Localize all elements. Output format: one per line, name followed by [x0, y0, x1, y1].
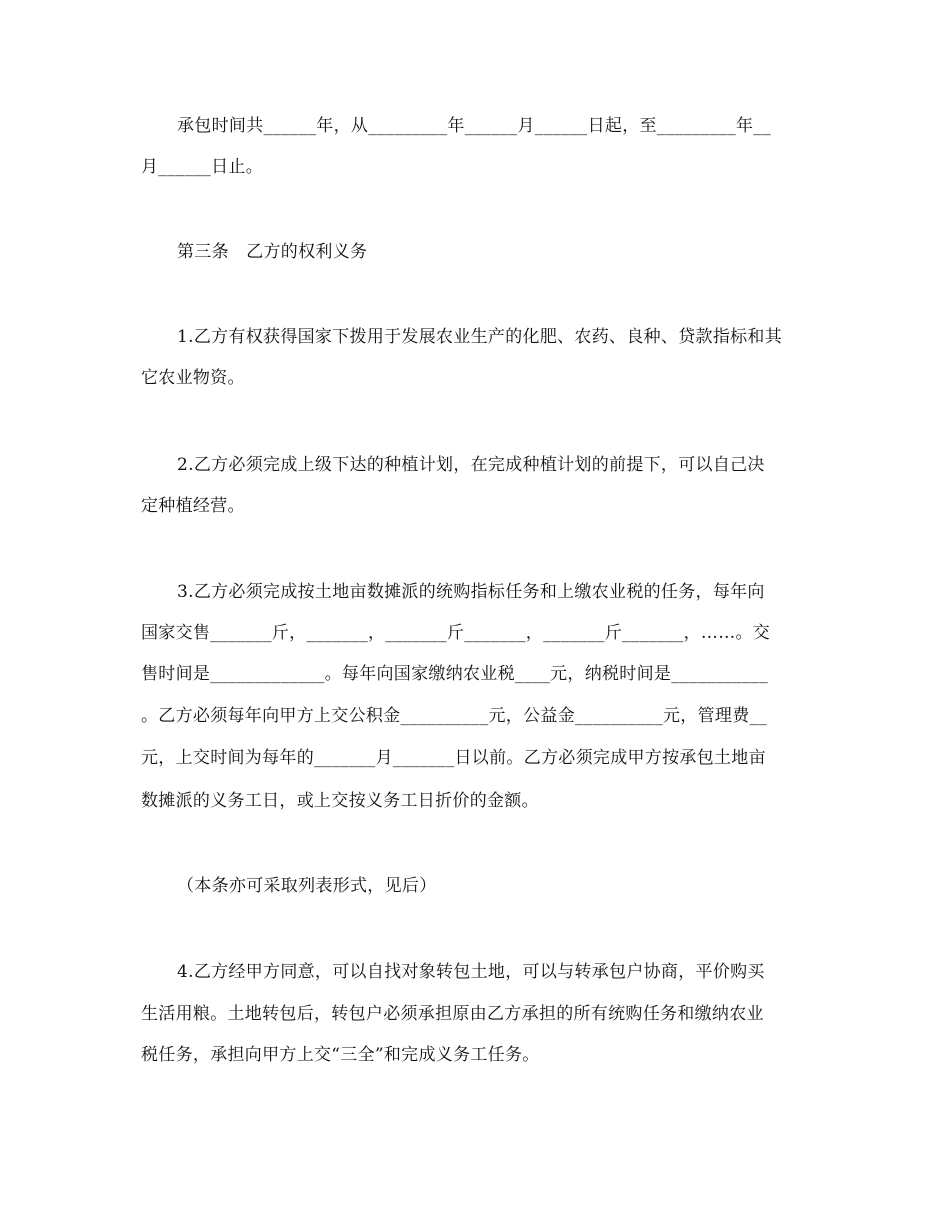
clause-1-line-2: 它农业物资。 — [141, 368, 245, 388]
clause-3-line-4: 。乙方必须每年向甲方上交公积金__________元，公益金__________元，管理费__ — [141, 706, 768, 726]
note-line: （本条亦可采取列表形式，见后） — [177, 876, 437, 896]
clause-3-line-1: 3.乙方必须完成按土地亩数摊派的统购指标任务和上缴农业税的任务，每年向 — [177, 582, 765, 602]
clause-2-line-2: 定种植经营。 — [141, 496, 245, 516]
article-3-heading: 第三条 乙方的权利义务 — [177, 242, 368, 262]
clause-3-line-5: 元，上交时间为每年的_______月_______日以前。乙方必须完成甲方按承包土地亩 — [141, 748, 766, 768]
clause-2-line-1: 2.乙方必须完成上级下达的种植计划，在完成种植计划的前提下，可以自己决 — [177, 455, 765, 475]
term-line-1: 承包时间共______年，从_________年______月______日起，至_________年__ — [177, 116, 771, 136]
clause-1-line-1: 1.乙方有权获得国家下拨用于发展农业生产的化肥、农药、良种、贷款指标和其 — [177, 327, 783, 347]
clause-4-line-2: 生活用粮。土地转包后，转包户必须承担原由乙方承担的所有统购任务和缴纳农业 — [141, 1004, 764, 1024]
term-line-2: 月______日止。 — [141, 157, 263, 177]
clause-4-line-1: 4.乙方经甲方同意，可以自找对象转包土地，可以与转承包户协商，平价购买 — [177, 962, 765, 982]
clause-3-line-6: 数摊派的义务工日，或上交按义务工日折价的金额。 — [141, 791, 539, 811]
clause-3-line-3: 售时间是_____________。每年向国家缴纳农业税____元，纳税时间是___________ — [141, 664, 768, 684]
clause-4-line-3: 税任务，承担向甲方上交“三全”和完成义务工任务。 — [141, 1045, 540, 1065]
clause-3-line-2: 国家交售_______斤，_______，_______斤_______，_______斤_______，……。交 — [141, 623, 771, 643]
